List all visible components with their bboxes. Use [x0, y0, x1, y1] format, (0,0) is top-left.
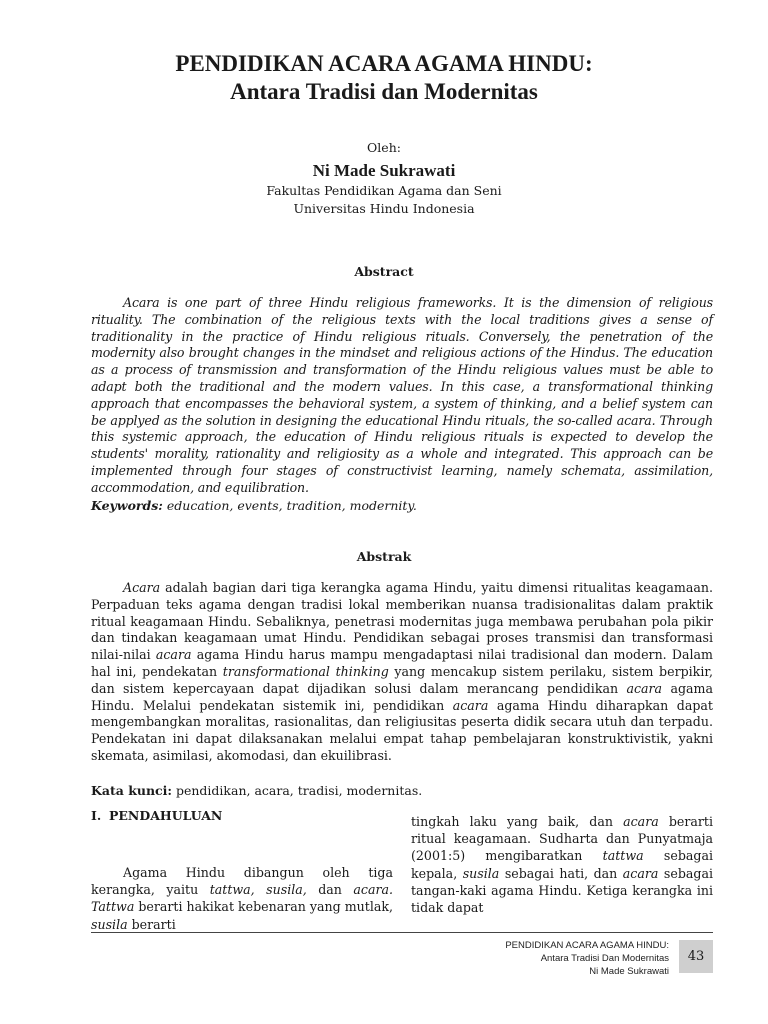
footer-author: Ni Made Sukrawati — [589, 966, 669, 977]
keywords-line — [91, 498, 713, 513]
paper-title — [0, 50, 768, 106]
author-affiliation — [0, 182, 768, 218]
affiliation-university: Universitas Hindu Indonesia — [293, 201, 475, 216]
body-text: berarti — [127, 916, 176, 932]
running-footer — [505, 939, 669, 978]
keywords-value: education, events, tradition, modernity. — [166, 498, 417, 513]
body-column-left — [91, 864, 393, 933]
abstrak-text: yang mencakup sistem perilaku, sistem berpikir, dan sistem kepercayaan dapat dijadikan solusi dalam merancang pendidikan — [91, 663, 713, 696]
body-text: berarti hakikat kebenaran yang mutlak, — [134, 899, 393, 915]
kata-kunci-line — [91, 783, 713, 798]
abstract-heading: Abstract — [354, 264, 414, 279]
paper-title-line1: PENDIDIKAN ACARA AGAMA HINDU: — [175, 51, 593, 76]
body-text: berarti ritual keagamaan. Sudharta dan Punyatmaja (2001:5) mengibaratkan — [411, 814, 714, 864]
author-name: Ni Made Sukrawati — [312, 161, 456, 180]
footer-title: PENDIDIKAN ACARA AGAMA HINDU: — [505, 940, 669, 951]
kata-kunci-label: Kata kunci: — [91, 783, 172, 798]
keywords-label: Keywords: — [91, 498, 163, 513]
abstrak-text: agama Hindu harus mampu mengadaptasi nilai tradisional dan modern. Dalam hal ini, pendekatan — [91, 647, 713, 679]
body-column-right — [411, 813, 713, 916]
abstrak-text: agama Hindu diharapkan dapat mengembangkan moralitas, rasionalitas, dan religiusitas peserta didik secara utuh dan terpadu. Pendekatan ini dapat dilaksanakan melalui empat tahap pembelajaran konstruktivistik, yakni skemata, asimilasi, akomodasi, dan ekuilibrasi. — [91, 697, 713, 763]
body-text-italic: acara. Tattwa — [91, 882, 393, 915]
abstrak-text-italic: Acara — [123, 580, 161, 595]
paper-title-line2: Antara Tradisi dan Modernitas — [230, 79, 538, 104]
abstrak-text-italic: acara — [155, 647, 192, 663]
abstrak-text: agama Hindu. Melalui pendekatan sistemik ini, pendidikan — [91, 680, 713, 713]
byline-oleh: Oleh: — [367, 140, 401, 155]
abstrak-text: adalah bagian dari tiga kerangka agama Hindu, yaitu dimensi ritualitas keagamaan. Perpaduan teks agama dengan tradisi lokal memberikan nuansa tradisionalitas dalam praktik ritual keagamaan Hindu. Sebaliknya, penetrasi modernitas juga membawa perubahan pola pikir dan tindakan keagamaan umat Hindu. Pendidikan sebagai proses transmisi dan transformasi nilai-nilai — [91, 580, 713, 663]
section-heading — [91, 808, 222, 823]
body-text-italic: susila — [91, 916, 128, 932]
abstrak-text-italic: acara — [452, 697, 489, 713]
section-number: I. — [91, 808, 102, 823]
body-text: sebagai kepala, — [411, 848, 713, 881]
abstrak-text-italic: transformational thinking — [222, 663, 389, 679]
abstrak-body — [91, 580, 713, 765]
section-title: PENDAHULUAN — [109, 808, 223, 823]
affiliation-faculty: Fakultas Pendidikan Agama dan Seni — [266, 183, 502, 198]
abstrak-text-italic: acara — [626, 680, 663, 696]
body-text-italic: tattwa, susila, — [209, 882, 307, 898]
body-text: sebagai hati, dan — [499, 865, 623, 881]
body-text-italic: acara — [622, 865, 659, 881]
body-text-italic: susila — [462, 865, 500, 881]
abstrak-heading: Abstrak — [356, 549, 412, 564]
page-number: 43 — [679, 940, 713, 973]
body-text: tingkah laku yang baik, dan — [411, 814, 624, 829]
body-text: dan — [306, 882, 354, 898]
kata-kunci-value: pendidikan, acara, tradisi, modernitas. — [175, 783, 423, 798]
footer-subtitle: Antara Tradisi Dan Modernitas — [540, 953, 669, 964]
body-text: sebagai tangan-kaki agama Hindu. Ketiga kerangka ini tidak dapat — [411, 865, 713, 916]
abstract-body: Acara is one part of three Hindu religious frameworks. It is the dimension of religious rituality. The combination of the religious texts with the local traditions gives a sense of traditionality in the practice of Hindu religious rituals. Conversely, the penetration of the modernity also brought changes in the mindset and religious actions of the Hindus. The education as a process of transmission and transformation of the Hindu religious values must be able to adapt both the traditional and the modern values. In this case, a transformational thinking approach that encompasses the behavioral system, a system of thinking, and a belief system can be applyed as the solution in designing the educational Hindu rituals, the so-called acara. Through this systemic approach, the education of Hindu religious rituals is expected to develop the students' morality, rationality and religiosity as a whole and integrated. This approach can be implemented through four stages of constructivist learning, namely schemata, assimilation, accommodation, and equilibration. — [91, 295, 713, 495]
footer-divider — [91, 932, 713, 933]
body-text-italic: acara — [623, 814, 659, 829]
body-text: Agama Hindu dibangun oleh tiga kerangka, yaitu — [91, 865, 393, 898]
body-text-italic: tattwa — [602, 848, 644, 864]
